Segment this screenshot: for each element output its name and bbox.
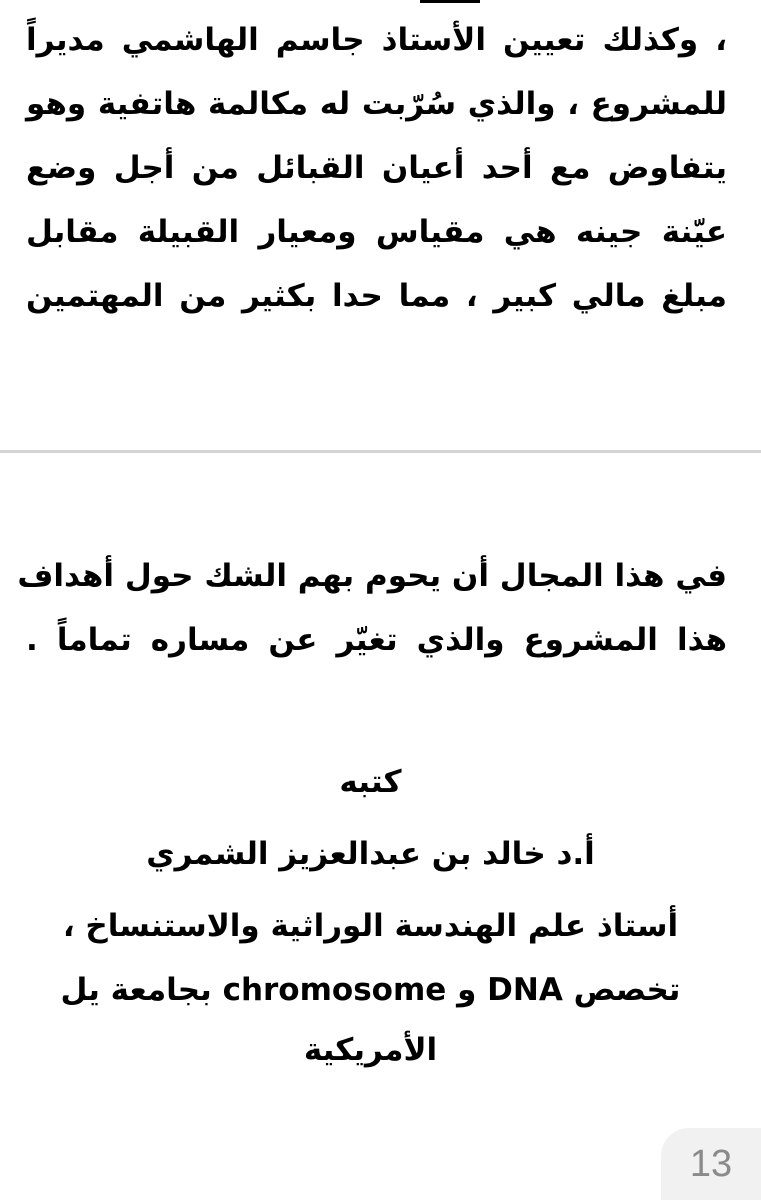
text-line: عيّنة جينه هي مقياس ومعيار القبيلة مقابل [26, 214, 727, 250]
document-page-bottom [0, 454, 761, 1200]
clipped-text-fragment [420, 0, 480, 3]
text-line: في هذا المجال أن يحوم بهم الشك حول أهداف [17, 558, 727, 594]
signature-written-by: كتبه [339, 764, 402, 800]
signature-title: أستاذ علم الهندسة الوراثية والاستنساخ ، [62, 908, 679, 944]
text-line: ، وكذلك تعيين الأستاذ جاسم الهاشمي مديراً [26, 22, 727, 58]
text-line: مبلغ مالي كبير ، مما حدا بكثير من المهتمين [26, 278, 727, 314]
signature-author: أ.د خالد بن عبدالعزيز الشمري [146, 836, 595, 872]
signature-specialty: تخصص DNA و chromosome بجامعة يل [60, 972, 681, 1008]
text-line: يتفاوض مع أحد أعيان القبائل من أجل وضع [26, 150, 727, 186]
paragraph-conclusion [17, 544, 727, 672]
page-number-badge: 13 [661, 1128, 761, 1200]
text-line: هذا المشروع والذي تغيّر عن مساره تماماً . [26, 622, 727, 658]
signature-country: الأمريكية [303, 1032, 438, 1068]
paragraph-continued [26, 8, 727, 328]
text-line: للمشروع ، والذي سُرّبت له مكالمة هاتفية وهو [26, 86, 727, 122]
page-separator [0, 450, 761, 453]
document-page-top [0, 0, 761, 450]
